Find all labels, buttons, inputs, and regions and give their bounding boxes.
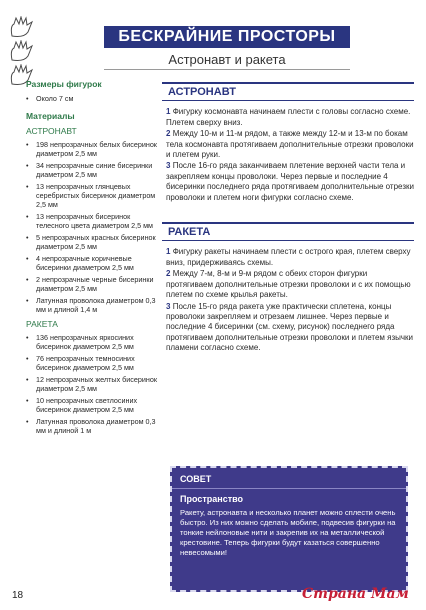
tip-label: СОВЕТ (172, 468, 406, 489)
hands-decoration (8, 16, 42, 88)
rocket-step: 2 Между 7-м, 8-м и 9-м рядом с обеих сторон фигурки протягиваем дополнительные отрезки проволоки и с их помощью плетем по схеме крылья ракеты. (166, 269, 411, 300)
page-number: 18 (12, 590, 24, 601)
hand-icon (8, 16, 38, 38)
list-item: • Около 7 см (26, 94, 74, 103)
list-item: • 34 непрозрачные синие бисеринки диаметром 2,5 мм (26, 161, 153, 179)
materials-sidebar (26, 80, 160, 438)
list-item: • 10 непрозрачных светлосиних бисеринок диаметром 2,5 мм (26, 396, 138, 414)
list-item: • 76 непрозрачных темносиних бисеринок диаметром 2,5 мм (26, 354, 135, 372)
page-subtitle: Астронавт и ракета (104, 50, 350, 70)
watermark-logo: Страна Мам (302, 586, 409, 602)
astronaut-materials-list (26, 140, 160, 314)
tip-box (170, 466, 408, 592)
list-item: • Латунная проволока диаметром 0,3 мм и длиной 1 м (26, 417, 156, 435)
rocket-materials-heading: РАКЕТА (26, 319, 58, 329)
list-item: • 13 непрозрачных глянцевых серебристых бисеринок диаметром 2,5 мм (26, 182, 156, 209)
list-item: • 13 непрозрачных бисеринок телесного цвета диаметром 2,5 мм (26, 212, 153, 230)
list-item: • 2 непрозрачные черные бисеринки диаметром 2,5 мм (26, 275, 154, 293)
astronaut-section-heading: АСТРОНАВТ (162, 82, 414, 101)
rocket-materials-list (26, 333, 160, 435)
astronaut-step: 2 Между 10-м и 11-м рядом, а также между 12-м и 13-м по бокам тела космонавта протягиваем дополнительные отрезки проволоки и плетем руки. (166, 129, 414, 160)
page-title: БЕСКРАЙНИЕ ПРОСТОРЫ (104, 26, 350, 48)
rocket-step: 3 После 15-го ряда ракета уже практически сплетена, концы проволоки закрепляем и отрезаем лишнее. Через первые и последние 4 бисеринки (см. схему, рисунок) последнего ряда протягиваем дополнительные отрезки проволоки и плетем язычки пламени согласно схеме. (166, 301, 414, 353)
sizes-heading: Размеры фигурок (26, 79, 102, 89)
tip-title: Пространство (180, 494, 244, 504)
rocket-section-heading: РАКЕТА (162, 222, 414, 241)
instructions-column (162, 82, 414, 355)
astronaut-step: 1 Фигурку космонавта начинаем плести с головы согласно схеме. Плетем сверху вниз. (166, 107, 411, 127)
list-item: • 136 непрозрачных яркосиних бисеринок диаметром 2,5 мм (26, 333, 134, 351)
list-item: • 12 непрозрачных желтых бисеринок диаметром 2,5 мм (26, 375, 158, 393)
list-item: • 5 непрозрачных красных бисеринок диаметром 2,5 мм (26, 233, 156, 251)
astronaut-materials-heading: АСТРОНАВТ (26, 126, 77, 136)
list-item: • 198 непрозрачных белых бисеринок диаметром 2,5 мм (26, 140, 157, 158)
list-item: • 4 непрозрачные коричневые бисеринки диаметром 2,5 мм (26, 254, 134, 272)
materials-heading: Материалы (26, 111, 75, 121)
tip-text: Ракету, астронавта и несколько планет можно сплести очень быстро. Из них можно сделать мобиле, подвесив фигурки на тонкие нейлоновые нити и закрепив их на металлической крестовине. Теперь фигурки будут казаться совершенно невесомыми! (180, 508, 396, 557)
hand-icon (8, 40, 38, 62)
list-item: • Латунная проволока диаметром 0,3 мм и длиной 1,4 м (26, 296, 156, 314)
rocket-step: 1 Фигурку ракеты начинаем плести с острого края, плетем сверху вниз, придерживаясь схемы. (166, 247, 411, 267)
astronaut-step: 3 После 16-го ряда заканчиваем плетение верхней части тела и закрепляем концы проволоки. Через первые и последние 4 бисеринки последнего ряда протягиваем дополнительные отрезки проволоки и плетем ноги фигурки согласно схеме. (166, 161, 414, 202)
